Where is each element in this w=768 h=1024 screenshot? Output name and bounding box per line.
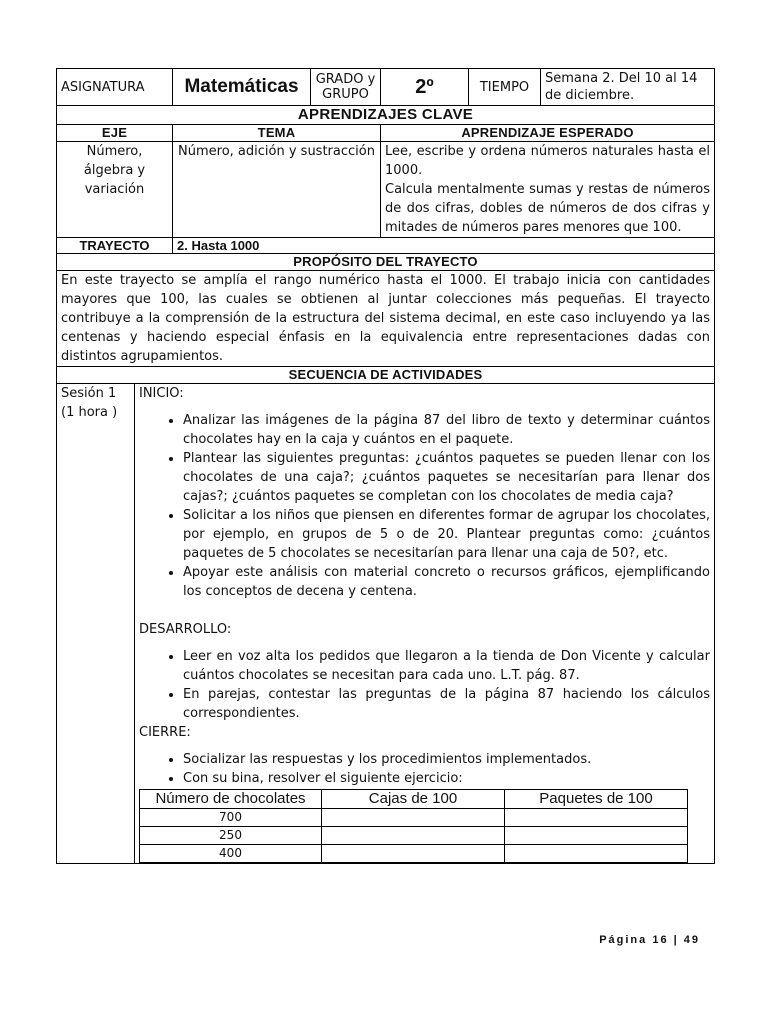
page-number: Página 16 | 49 [599, 934, 700, 946]
purpose-text: En este trayecto se amplía el rango numérico hasta el 1000. El trabajo inicia con cantidades mayores que 100, las cuales se obtienen al juntar colecciones más pequeñas. El trayecto contribuye a la comprensión de la estructura del sistema decimal, en este caso incluyendo ya las centenas y haciendo especial énfasis en la equivalencia entre representaciones dadas con distintos agrupamientos. [57, 271, 715, 367]
list-item: • Socializar las respuestas y los procedimientos implementados. [183, 750, 710, 769]
exercise-header-row [140, 790, 688, 809]
purpose-text-row [57, 271, 715, 367]
list-item: • Plantear las siguientes preguntas: ¿cuántos paquetes se pueden llenar con los chocolates de una caja?; ¿cuántos paquetes se necesitarían para llenar dos cajas?; ¿cuántos paquetes se completan con los chocolates de media caja? [183, 449, 710, 506]
purpose-title: PROPÓSITO DEL TRAYECTO [57, 254, 715, 271]
axis-column-header: EJE [57, 125, 173, 142]
table-row [140, 845, 688, 863]
exercise-cell-packages [505, 827, 688, 845]
header-row [57, 69, 715, 106]
exercise-cell-chocolates: 400 [140, 845, 322, 863]
exercise-table [139, 789, 688, 863]
expected-column-header: APRENDIZAJE ESPERADO [381, 125, 715, 142]
sequence-title-row [57, 367, 715, 384]
list-item: • Apoyar este análisis con material concreto o recursos gráficos, ejemplificando los conceptos de decena y centena. [183, 563, 710, 601]
exercise-cell-chocolates: 700 [140, 809, 322, 827]
list-item: • Analizar las imágenes de la página 87 del libro de texto y determinar cuántos chocolates hay en la caja y cuántos en el paquete. [183, 411, 710, 449]
exercise-header-packages: Paquetes de 100 [505, 790, 688, 809]
start-label: INICIO: [139, 386, 184, 401]
expected-learning [381, 142, 715, 238]
key-learning-title-row [57, 106, 715, 125]
exercise-cell-packages [505, 845, 688, 863]
table-row [140, 809, 688, 827]
axis-value: Número, álgebra y variación [57, 142, 173, 238]
exercise-cell-boxes [322, 809, 505, 827]
list-item: • En parejas, contestar las preguntas de la página 87 haciendo los cálculos correspondientes. [183, 685, 710, 723]
start-list [139, 411, 710, 601]
exercise-cell-packages [505, 809, 688, 827]
exercise-cell-boxes [322, 845, 505, 863]
session-label: Sesión 1 (1 hora ) [57, 384, 135, 864]
expected-learning-1: Lee, escribe y ordena números naturales hasta el 1000. [385, 144, 710, 178]
sequence-title: SECUENCIA DE ACTIVIDADES [57, 367, 715, 384]
development-label: DESARROLLO: [139, 622, 232, 637]
key-learning-columns-row [57, 125, 715, 142]
exercise-cell-chocolates: 250 [140, 827, 322, 845]
table-row [140, 827, 688, 845]
list-item: • Con su bina, resolver el siguiente ejercicio: [183, 769, 710, 788]
session-content [135, 384, 715, 864]
time-value: Semana 2. Del 10 al 14 de diciembre. [541, 69, 715, 106]
key-learning-title: APRENDIZAJES CLAVE [57, 106, 715, 125]
list-item: • Leer en voz alta los pedidos que llegaron a la tienda de Don Vicente y calcular cuántos chocolates se necesitan para cada uno. L.T. pág. 87. [183, 647, 710, 685]
subject-value: Matemáticas [173, 69, 311, 106]
grade-value: 2º [381, 69, 469, 106]
exercise-header-boxes: Cajas de 100 [322, 790, 505, 809]
closing-label: CIERRE: [139, 725, 191, 740]
development-list [139, 647, 710, 723]
time-label: TIEMPO [469, 69, 541, 106]
expected-learning-2: Calcula mentalmente sumas y restas de números de dos cifras, dobles de números de dos cifras y mitades de números pares menores que 100. [385, 182, 710, 235]
exercise-cell-boxes [322, 827, 505, 845]
lesson-plan-table [56, 68, 715, 384]
topic-value: Número, adición y sustracción [173, 142, 381, 238]
grade-label: GRADO y GRUPO [311, 69, 381, 106]
session-table [56, 383, 715, 864]
lesson-plan-document [56, 68, 714, 864]
exercise-header-chocolates: Número de chocolates [140, 790, 322, 809]
subject-label: ASIGNATURA [57, 69, 173, 106]
key-learning-content-row [57, 142, 715, 238]
purpose-title-row [57, 254, 715, 271]
closing-list [139, 750, 710, 788]
session-row [57, 384, 715, 864]
trajectory-label: TRAYECTO [57, 238, 173, 254]
trajectory-row [57, 238, 715, 254]
list-item: • Solicitar a los niños que piensen en diferentes formar de agrupar los chocolates, por ejemplo, en grupos de 5 o de 20. Plantear preguntas como: ¿cuántos paquetes de 5 chocolates se necesitarían para llenar una caja de 50?, etc. [183, 506, 710, 563]
trajectory-value: 2. Hasta 1000 [173, 238, 715, 254]
topic-column-header: TEMA [173, 125, 381, 142]
